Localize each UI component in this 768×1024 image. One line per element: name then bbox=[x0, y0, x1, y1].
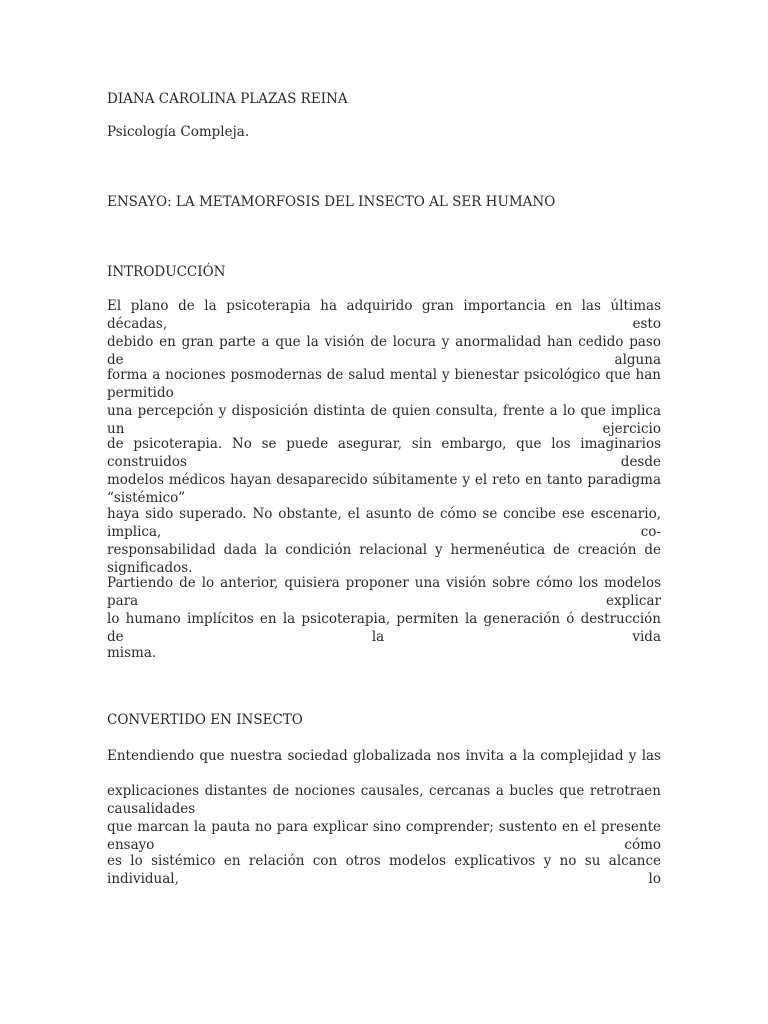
paragraph-line: responsabilidad dada la condición relacional y hermenéutica de creación de significados. bbox=[107, 542, 661, 576]
paragraph-line: es lo sistémico en relación con otros modelos explicativos y no su alcance individual, lo bbox=[107, 853, 661, 887]
course-name: Psicología Compleja. bbox=[107, 124, 250, 140]
author-name: DIANA CAROLINA PLAZAS REINA bbox=[107, 91, 348, 107]
paragraph-line: Entendiendo que nuestra sociedad globalizada nos invita a la complejidad y las bbox=[107, 748, 661, 764]
section-heading-introduccion: INTRODUCCIÓN bbox=[107, 264, 226, 280]
paragraph-line: una percepción y disposición distinta de quien consulta, frente a lo que implica un ejercicio bbox=[107, 403, 661, 437]
paragraph-line: haya sido superado. No obstante, el asunto de cómo se concibe ese escenario, implica, co- bbox=[107, 506, 661, 540]
section-heading-convertido-en-insecto: CONVERTIDO EN INSECTO bbox=[107, 712, 303, 728]
paragraph-line: debido en gran parte a que la visión de locura y anormalidad han cedido paso de alguna bbox=[107, 334, 661, 368]
paragraph-line: explicaciones distantes de nociones causales, cercanas a bucles que retrotraen causalidades bbox=[107, 783, 661, 817]
essay-title: ENSAYO: LA METAMORFOSIS DEL INSECTO AL SER HUMANO bbox=[107, 194, 556, 210]
paragraph-line: El plano de la psicoterapia ha adquirido gran importancia en las últimas décadas, esto bbox=[107, 298, 661, 332]
paragraph-line: modelos médicos hayan desaparecido súbitamente y el reto en tanto paradigma “sistémico” bbox=[107, 472, 661, 506]
paragraph-line: Partiendo de lo anterior, quisiera proponer una visión sobre cómo los modelos para explicar bbox=[107, 575, 661, 609]
paragraph-line: que marcan la pauta no para explicar sino comprender; sustento en el presente ensayo cómo bbox=[107, 819, 661, 853]
paragraph-line: de psicoterapia. No se puede asegurar, sin embargo, que los imaginarios construidos desde bbox=[107, 436, 661, 470]
paragraph-line: lo humano implícitos en la psicoterapia, permiten la generación ó destrucción de la vida bbox=[107, 611, 661, 645]
paragraph-line: misma. bbox=[107, 645, 157, 661]
paragraph-line: forma a nociones posmodernas de salud mental y bienestar psicológico que han permitido bbox=[107, 367, 661, 401]
